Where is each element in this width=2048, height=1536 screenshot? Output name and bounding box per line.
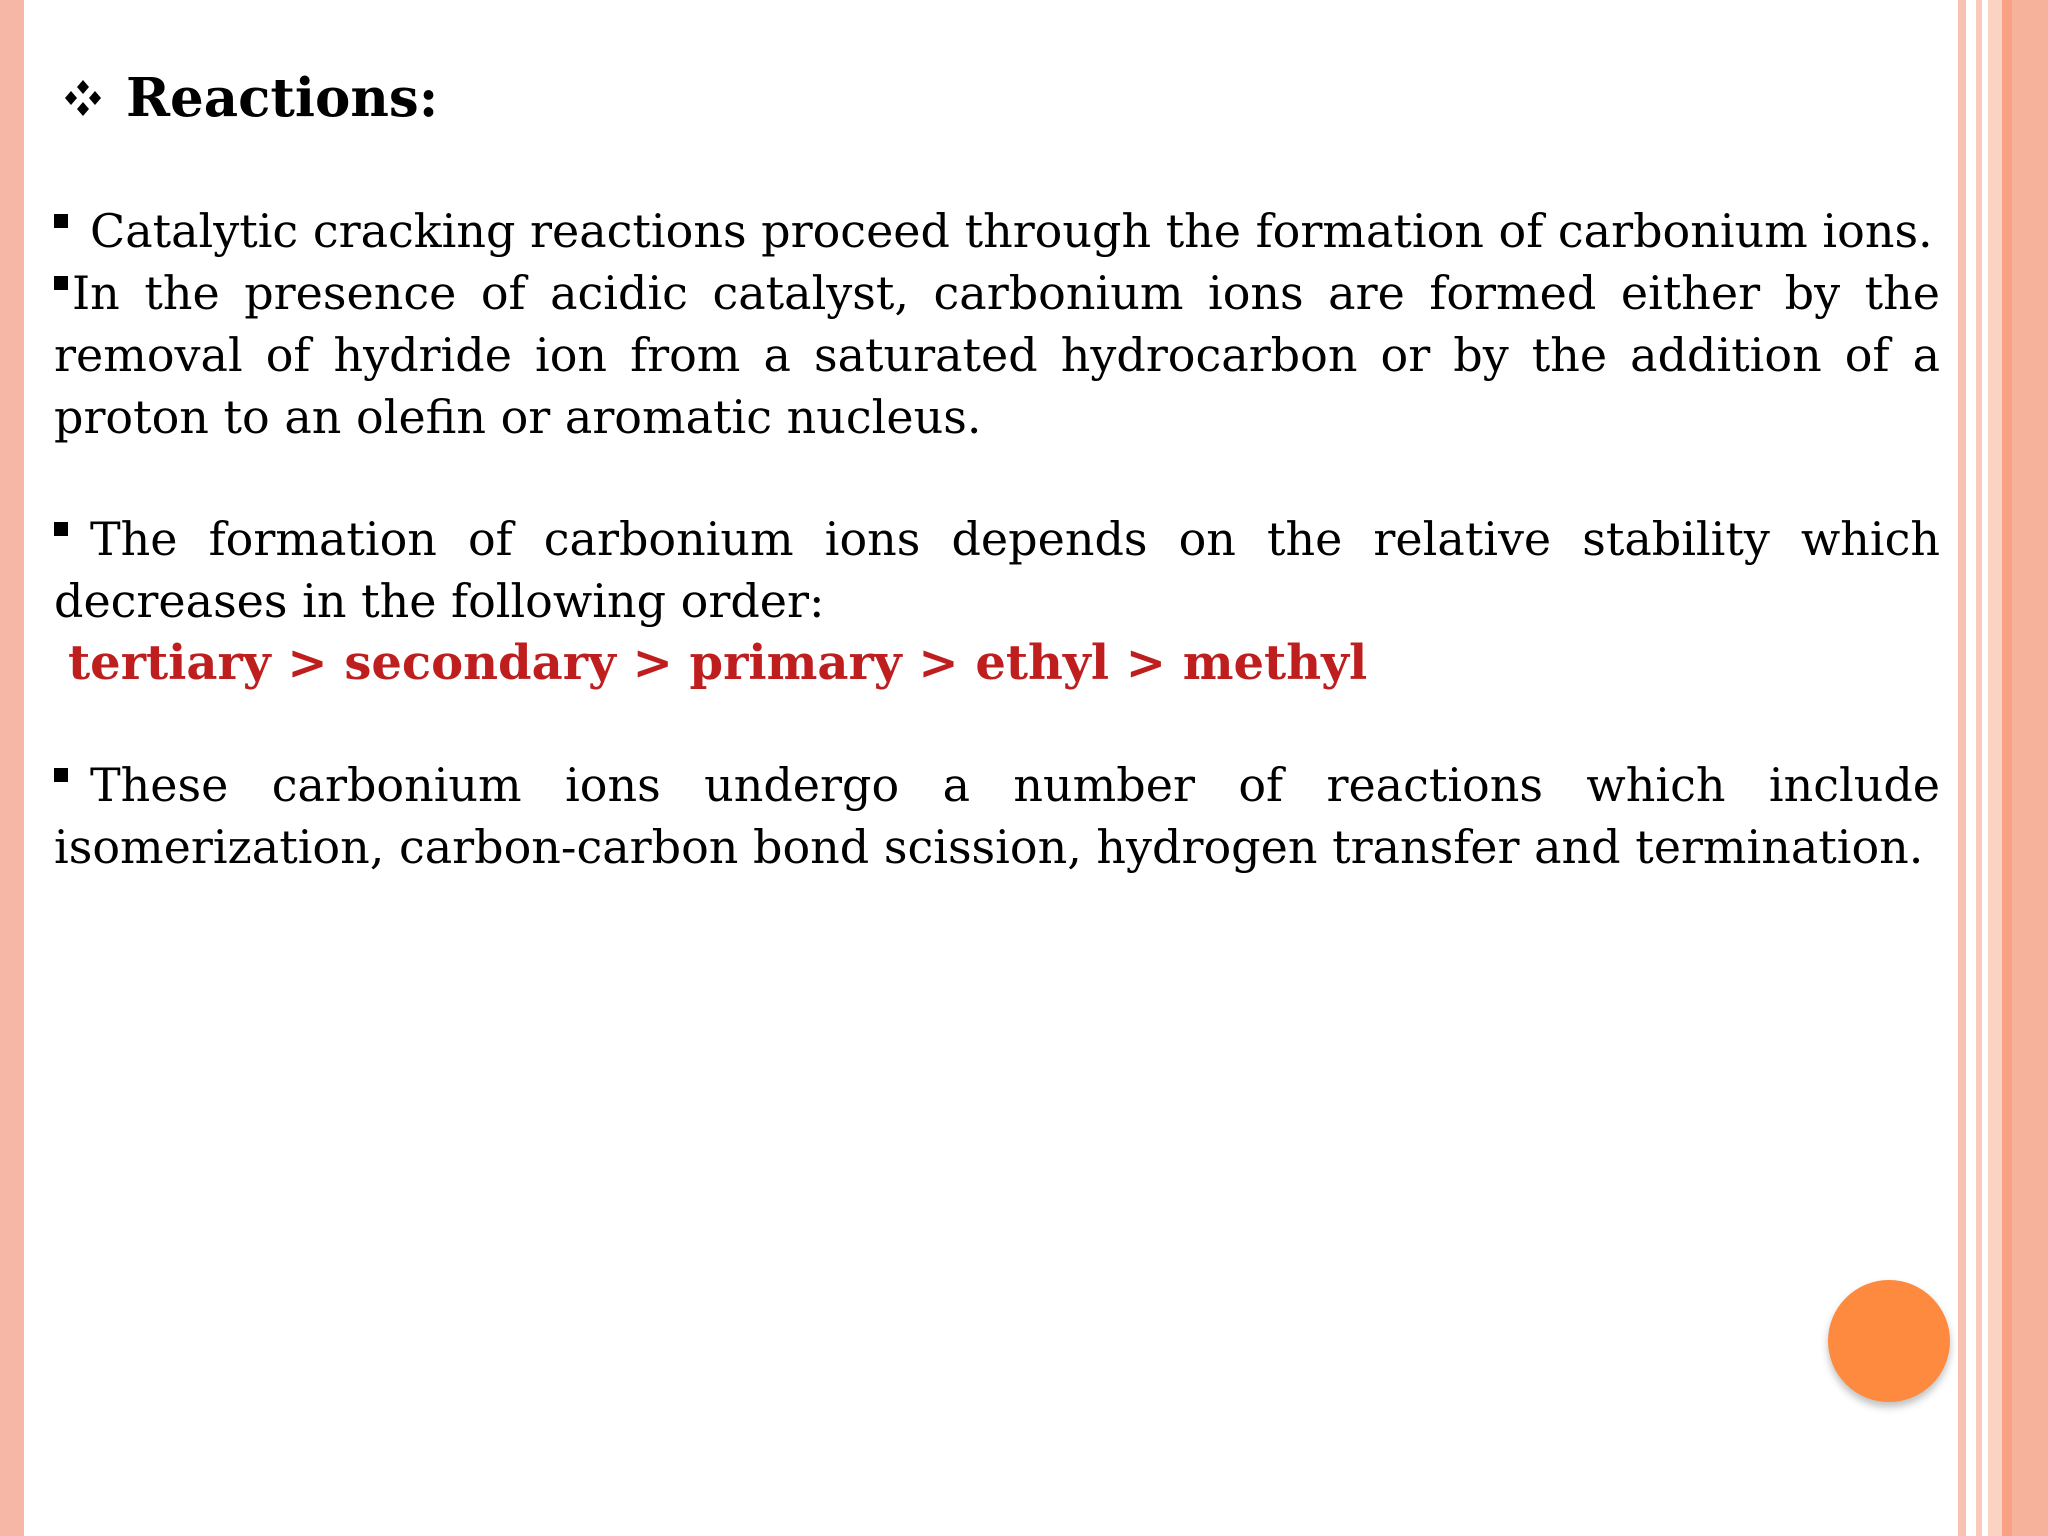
right-stripe-decoration [1958, 0, 1966, 1536]
paragraph-3 [54, 508, 1940, 632]
paragraph-4 [54, 754, 1940, 878]
right-stripe-decoration [1966, 0, 1976, 1536]
square-bullet-icon [54, 522, 68, 536]
square-bullet-icon [54, 276, 68, 290]
right-stripe-decoration [2002, 0, 2012, 1536]
heading-text: Reactions: [126, 67, 439, 129]
paragraph-text: Catalytic cracking reactions proceed through the formation of carbonium ions. [90, 204, 1933, 258]
slide-heading [54, 62, 1940, 134]
square-bullet-icon [54, 768, 68, 782]
orange-circle-button[interactable] [1828, 1280, 1950, 1402]
right-stripe-decoration [2012, 0, 2048, 1536]
spacer [54, 694, 1940, 754]
right-stripe-decoration [1988, 0, 2002, 1536]
slide-content [54, 62, 1940, 878]
paragraph-1 [54, 200, 1940, 262]
spacer [54, 134, 1940, 200]
paragraph-text: The formation of carbonium ions depends on the relative stability which decreases in the following order: [54, 512, 1940, 628]
paragraph-2 [54, 262, 1940, 448]
paragraph-text: These carbonium ions undergo a number of reactions which include isomerization, carbon-carbon bond scission, hydrogen transfer and termination. [54, 758, 1940, 874]
paragraph-text: In the presence of acidic catalyst, carbonium ions are formed either by the removal of hydride ion from a saturated hydrocarbon or by the addition of a proton to an olefin or aromatic nucleus. [54, 266, 1940, 444]
stability-order: tertiary > secondary > primary > ethyl > methyl [68, 635, 1368, 691]
four-diamond-icon [58, 78, 108, 118]
left-border-decoration [0, 0, 24, 1536]
spacer [54, 448, 1940, 508]
square-bullet-icon [54, 214, 68, 228]
